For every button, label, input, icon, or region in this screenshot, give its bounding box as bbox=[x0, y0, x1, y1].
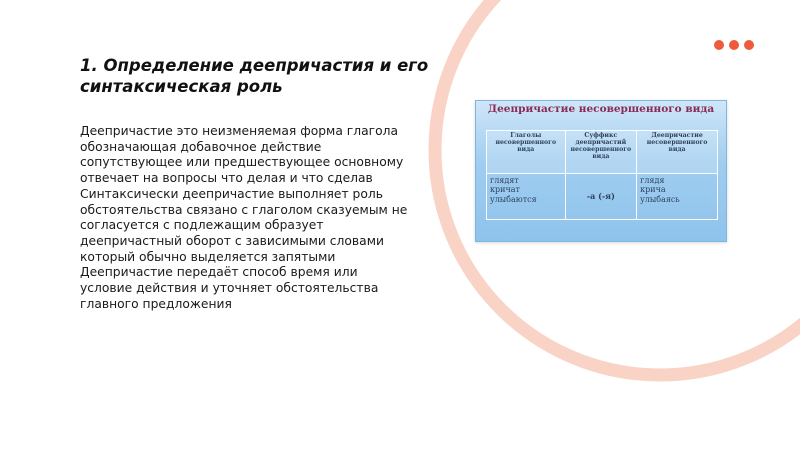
slide-title-line: синтаксическая роль bbox=[80, 77, 283, 96]
header-line: Деепричастие bbox=[651, 132, 703, 139]
column-header-participles bbox=[637, 131, 718, 174]
slide-title bbox=[80, 55, 460, 97]
column-header-verbs bbox=[487, 131, 566, 174]
accent-dot bbox=[729, 40, 739, 50]
header-line: деепричастий bbox=[575, 139, 627, 146]
header-line: вида bbox=[668, 146, 686, 153]
slide-title-line: 1. Определение деепричастия и его bbox=[80, 56, 429, 75]
body-text-line: согласуется с подлежащим образует bbox=[80, 218, 324, 233]
decorative-dots bbox=[714, 40, 754, 50]
slide-body-text bbox=[80, 124, 440, 312]
participles-cell bbox=[637, 173, 718, 219]
body-text-line: обстоятельства связано с глаголом сказуемым не bbox=[80, 202, 408, 217]
grammar-table-image bbox=[475, 100, 727, 242]
header-line: несовершенного bbox=[570, 146, 632, 153]
accent-dot bbox=[744, 40, 754, 50]
figure-heading-line: Деепричастие несовершенного bbox=[487, 103, 682, 115]
participle-item: крича bbox=[640, 185, 666, 195]
header-line: несовершенного bbox=[495, 139, 557, 146]
body-text-line: Синтаксически деепричастие выполняет роль bbox=[80, 186, 383, 201]
body-text-line: обозначающая добавочное действие bbox=[80, 139, 322, 154]
figure-heading-line: вида bbox=[685, 103, 715, 115]
body-text-line: Деепричастие это неизменяемая форма глагола bbox=[80, 124, 399, 138]
body-text-line: деепричастный оборот с зависимыми словами bbox=[80, 233, 384, 248]
figure-heading bbox=[476, 104, 726, 115]
accent-dot bbox=[714, 40, 724, 50]
participle-item: глядя bbox=[640, 175, 665, 185]
table-row bbox=[487, 173, 718, 219]
body-text-line: условие действия и уточняет обстоятельства bbox=[80, 281, 379, 296]
header-line: Суффикс bbox=[584, 132, 618, 139]
verb-item: кричат bbox=[490, 185, 520, 195]
body-text-line: отвечает на вопросы что делая и что сделав bbox=[80, 171, 373, 186]
body-text-line: который обычно выделяется запятыми bbox=[80, 249, 336, 264]
body-text-line: сопутствующее или предшествующее основному bbox=[80, 155, 404, 170]
grammar-table bbox=[486, 130, 718, 220]
table-header-row bbox=[487, 131, 718, 174]
body-text-line: Деепричастие передаёт способ время или bbox=[80, 265, 358, 280]
suffix-cell: -а (-я) bbox=[565, 173, 637, 219]
column-header-suffix bbox=[565, 131, 637, 174]
header-line: Глаголы bbox=[510, 132, 542, 139]
header-line: несовершенного bbox=[646, 139, 708, 146]
body-text-line: главного предложения bbox=[80, 296, 232, 311]
verb-item: улыбаются bbox=[490, 194, 537, 204]
participle-item: улыбаясь bbox=[640, 194, 680, 204]
header-line: вида bbox=[592, 153, 610, 160]
header-line: вида bbox=[517, 146, 535, 153]
verbs-cell bbox=[487, 173, 566, 219]
verb-item: глядят bbox=[490, 175, 519, 185]
